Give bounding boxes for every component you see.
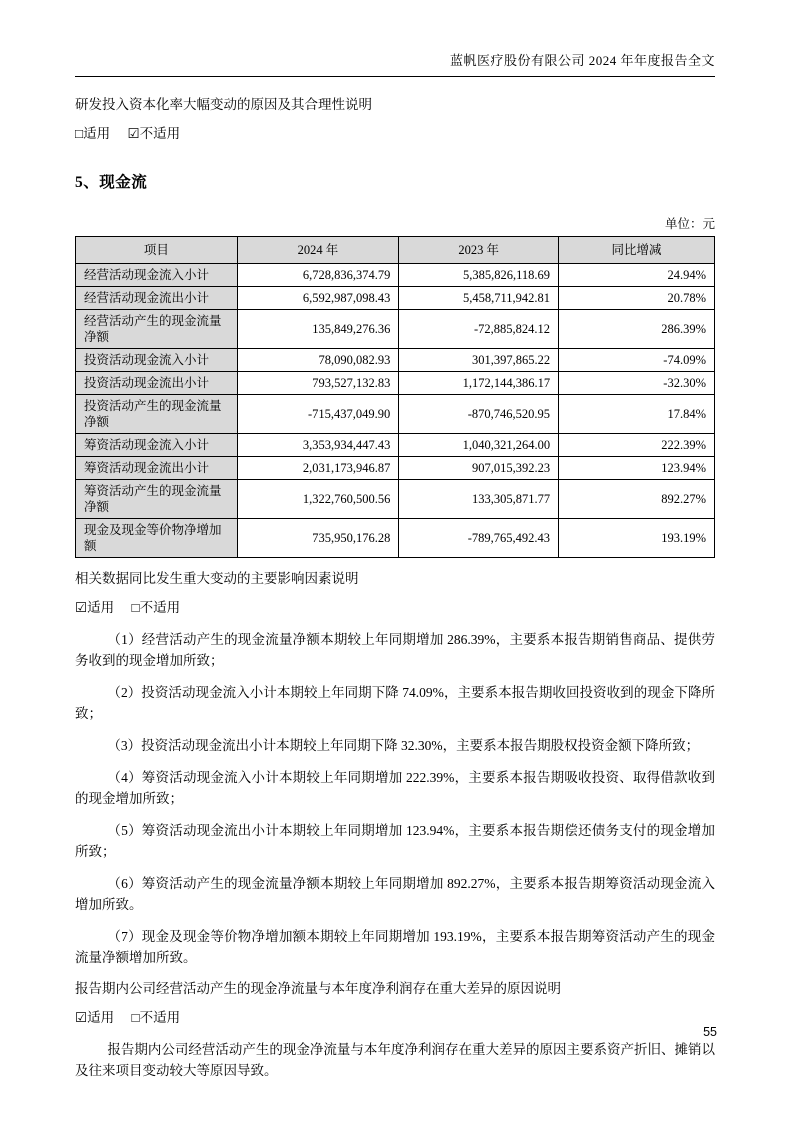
analysis-paragraph-5: （5）筹资活动现金流出小计本期较上年同期增加 123.94%，主要系本报告期偿还债务支付的现金增加所致； (75, 823, 715, 859)
row-value-2024: 735,950,176.28 (237, 519, 399, 558)
table-row (76, 287, 715, 310)
row-value-2024: -715,437,049.90 (237, 395, 399, 434)
row-item-label: 经营活动现金流入小计 (76, 264, 238, 287)
row-value-2024: 135,849,276.36 (237, 310, 399, 349)
row-item-label: 投资活动现金流入小计 (76, 349, 238, 372)
table-row (76, 395, 715, 434)
checkbox-applicable: ☑适用 (75, 1010, 115, 1025)
row-value-yoy: 17.84% (559, 395, 715, 434)
table-row (76, 457, 715, 480)
col-header-2023: 2023 年 (399, 237, 559, 264)
analysis-paragraph-4: （4）筹资活动现金流入小计本期较上年同期增加 222.39%，主要系本报告期吸收投资、取得借款收到的现金增加所致； (75, 770, 715, 806)
row-item-label: 现金及现金等价物净增加额 (76, 519, 238, 558)
document-header (75, 0, 715, 77)
row-item-label: 经营活动产生的现金流量净额 (76, 310, 238, 349)
row-value-2024: 6,728,836,374.79 (237, 264, 399, 287)
row-item-label: 投资活动现金流出小计 (76, 372, 238, 395)
row-value-2023: 1,040,321,264.00 (399, 434, 559, 457)
row-item-label: 筹资活动现金流入小计 (76, 434, 238, 457)
analysis-paragraph-2: （2）投资活动现金流入小计本期较上年同期下降 74.09%，主要系本报告期收回投资收到的现金下降所致； (75, 685, 715, 721)
table-row (76, 434, 715, 457)
rd-capitalization-statement: 研发投入资本化率大幅变动的原因及其合理性说明 (75, 97, 372, 112)
difference-applicability-line (75, 1008, 715, 1028)
row-value-2023: 1,172,144,386.17 (399, 372, 559, 395)
row-value-2023: 5,458,711,942.81 (399, 287, 559, 310)
row-value-yoy: 20.78% (559, 287, 715, 310)
row-value-yoy: 222.39% (559, 434, 715, 457)
row-value-yoy: 24.94% (559, 264, 715, 287)
row-value-2024: 6,592,987,098.43 (237, 287, 399, 310)
table-row (76, 480, 715, 519)
analysis-paragraph-7: （7）现金及现金等价物净增加额本期较上年同期增加 193.19%，主要系本报告期筹资活动产生的现金流量净额增加所致。 (75, 929, 715, 965)
row-value-2023: -870,746,520.95 (399, 395, 559, 434)
row-value-2024: 3,353,934,447.43 (237, 434, 399, 457)
document-title: 蓝帆医疗股份有限公司 2024 年年度报告全文 (449, 53, 715, 68)
note-applicability-line (75, 598, 715, 618)
row-value-yoy: 123.94% (559, 457, 715, 480)
checkbox-applicable: □适用 (75, 126, 111, 141)
table-header-row (76, 237, 715, 264)
col-header-item: 项目 (76, 237, 238, 264)
row-value-2024: 1,322,760,500.56 (237, 480, 399, 519)
table-row (76, 519, 715, 558)
major-change-note-title: 相关数据同比发生重大变动的主要影响因素说明 (75, 571, 359, 586)
cash-flow-table (75, 236, 715, 558)
analysis-paragraph-6: （6）筹资活动产生的现金流量净额本期较上年同期增加 892.27%，主要系本报告期筹资活动现金流入增加所致。 (75, 876, 715, 912)
table-row (76, 264, 715, 287)
row-value-yoy: -74.09% (559, 349, 715, 372)
row-value-2023: -72,885,824.12 (399, 310, 559, 349)
page-content (75, 0, 715, 1081)
row-value-2023: 907,015,392.23 (399, 457, 559, 480)
row-value-2023: 301,397,865.22 (399, 349, 559, 372)
checkbox-not-applicable: □不适用 (131, 600, 181, 615)
row-value-yoy: 193.19% (559, 519, 715, 558)
row-value-yoy: 892.27% (559, 480, 715, 519)
row-value-2024: 2,031,173,946.87 (237, 457, 399, 480)
col-header-yoy: 同比增减 (559, 237, 715, 264)
table-row (76, 349, 715, 372)
row-value-yoy: 286.39% (559, 310, 715, 349)
page-number: 55 (703, 1025, 717, 1039)
net-profit-difference-statement: 报告期内公司经营活动产生的现金净流量与本年度净利润存在重大差异的原因说明 (75, 981, 561, 996)
row-value-2024: 78,090,082.93 (237, 349, 399, 372)
row-value-2023: -789,765,492.43 (399, 519, 559, 558)
difference-explanation: 报告期内公司经营活动产生的现金净流量与本年度净利润存在重大差异的原因主要系资产折旧、摊销以及往来项目变动较大等原因导致。 (75, 1042, 715, 1078)
rd-applicability-line (75, 124, 715, 144)
checkbox-applicable: ☑适用 (75, 600, 115, 615)
row-value-yoy: -32.30% (559, 372, 715, 395)
table-row (76, 310, 715, 349)
section-heading-cash-flow: 5、现金流 (75, 174, 148, 191)
row-item-label: 经营活动现金流出小计 (76, 287, 238, 310)
row-item-label: 筹资活动现金流出小计 (76, 457, 238, 480)
unit-label: 单位：元 (664, 217, 715, 231)
checkbox-not-applicable: □不适用 (131, 1010, 181, 1025)
analysis-paragraph-3: （3）投资活动现金流出小计本期较上年同期下降 32.30%，主要系本报告期股权投资金额下降所致； (107, 738, 700, 753)
row-item-label: 筹资活动产生的现金流量净额 (76, 480, 238, 519)
checkbox-not-applicable: ☑不适用 (127, 126, 181, 141)
row-value-2024: 793,527,132.83 (237, 372, 399, 395)
row-value-2023: 133,305,871.77 (399, 480, 559, 519)
row-item-label: 投资活动产生的现金流量净额 (76, 395, 238, 434)
row-value-2023: 5,385,826,118.69 (399, 264, 559, 287)
analysis-paragraph-1: （1）经营活动产生的现金流量净额本期较上年同期增加 286.39%，主要系本报告期销售商品、提供劳务收到的现金增加所致； (75, 632, 715, 668)
table-row (76, 372, 715, 395)
col-header-2024: 2024 年 (237, 237, 399, 264)
